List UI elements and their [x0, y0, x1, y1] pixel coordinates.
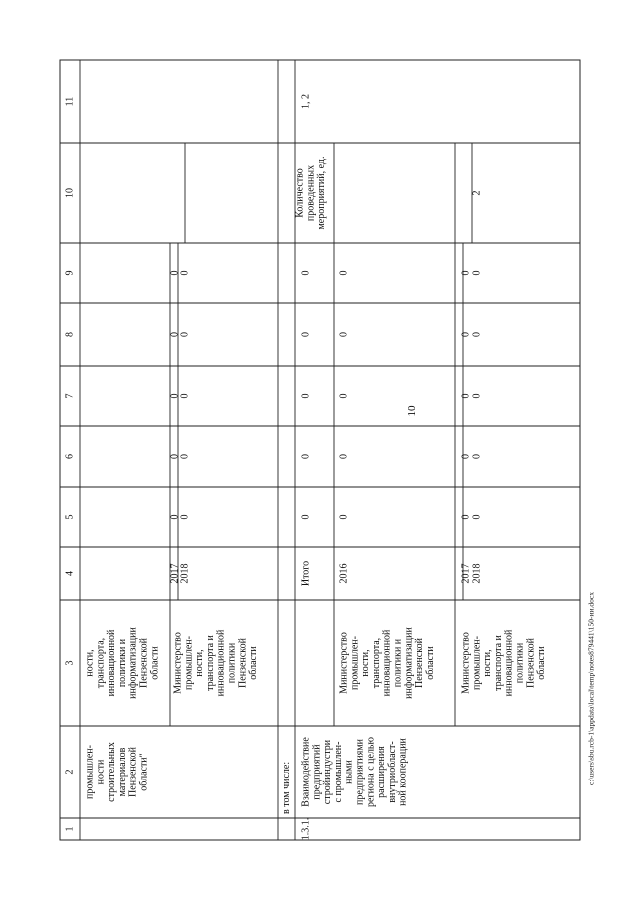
block-b-measure-name: внутриобласт-	[386, 741, 398, 803]
block-b-ministry-2016: промышлен-	[349, 635, 361, 691]
block-b-value-2018: 0	[471, 332, 483, 337]
page-number: 10	[406, 405, 418, 417]
column-number-9: 9	[64, 270, 76, 276]
block-a-ministry-text: ности,	[194, 649, 206, 677]
block-b-measure-name: стройиндустри	[322, 739, 334, 805]
block-a-ministry-text: Пензенской	[237, 638, 249, 688]
column-number-7: 7	[64, 393, 76, 399]
block-a-col2-text: строительных	[106, 742, 118, 802]
block-b-value-2016: 0	[338, 454, 350, 459]
column-number-8: 8	[64, 332, 76, 337]
column-number-6: 6	[64, 454, 76, 459]
block-a-col2-text: материалов	[116, 747, 128, 797]
column-number-11: 11	[64, 96, 76, 107]
block-a-value: 0	[169, 514, 181, 520]
in-total-label: в том числе:	[281, 761, 292, 814]
block-b-value-2016: 0	[338, 514, 350, 520]
block-b-measure-name: предприятий	[311, 744, 323, 800]
block-b-total-value: 0	[300, 270, 312, 276]
block-b-total-value: 0	[300, 514, 312, 520]
block-b-value-2017: 0	[460, 270, 472, 276]
block-b-value-2017: 0	[460, 393, 472, 399]
block-a-ministry-text: транспорта и	[204, 635, 216, 691]
block-b-year-2017: 2017	[460, 563, 472, 584]
block-b-ministry-2017: области	[536, 646, 548, 680]
block-a-value: 0	[179, 454, 191, 459]
block-a-col2-text: области"	[138, 753, 150, 791]
column-number-3: 3	[64, 660, 76, 666]
block-b-ministry-2016: ности,	[360, 649, 372, 677]
block-b-value-2018: 0	[471, 393, 483, 399]
block-a-col3-text: ности,	[84, 649, 96, 677]
column-number-5: 5	[64, 514, 76, 520]
block-b-indicator-value: 2	[471, 190, 483, 196]
block-b-value-2018: 0	[471, 514, 483, 520]
block-b-ministry-2017: Министерство	[460, 632, 472, 694]
block-b-year-2018: 2018	[471, 563, 483, 584]
block-a-value: 0	[179, 393, 191, 399]
block-a-col3-text: Пензенской	[138, 638, 150, 688]
block-a-year-2018: 2018	[179, 563, 191, 584]
block-a-value: 0	[179, 514, 191, 520]
block-a-value: 0	[179, 332, 191, 337]
block-a-year-2017: 2017	[169, 563, 181, 584]
block-b-measure-name: расширения	[376, 746, 388, 798]
block-b-total-value: 0	[300, 393, 312, 399]
block-a-ministry-text: области	[248, 646, 260, 680]
block-b-ministry-2016: политики и	[392, 638, 404, 688]
block-a-col2-text: ности	[95, 759, 107, 785]
block-b-measure-name: Взаимодействие	[300, 737, 312, 807]
block-b-measure-name: ными	[343, 760, 355, 784]
block-b-measure-name: предприятиями	[354, 738, 366, 806]
column-number-2: 2	[64, 769, 76, 775]
block-b-ministry-2016: транспорта,	[370, 637, 382, 689]
block-b-ministry-2017: промышлен-	[471, 635, 483, 691]
block-b-number: 1.3.1.	[300, 817, 312, 841]
block-a-ministry-text: политики	[226, 642, 238, 684]
block-a-ministry-text: Министерство	[172, 632, 184, 694]
column-number-10: 10	[64, 188, 76, 198]
block-a-ministry-text: промышлен-	[183, 635, 195, 691]
block-b-value-2016: 0	[338, 270, 350, 276]
column-number-4: 4	[64, 571, 76, 576]
block-b-ministry-2017: инновационной	[503, 629, 515, 697]
block-b-ministry-2017: ности,	[482, 649, 494, 677]
block-a-value: 0	[179, 270, 191, 276]
block-b-total-value: 0	[300, 454, 312, 459]
block-b-value-2018: 0	[471, 454, 483, 459]
block-b-ministry-2016: области	[424, 646, 436, 680]
block-b-total-label: Итого	[300, 560, 312, 587]
block-b-measure-name: региона с целью	[365, 737, 377, 807]
block-a-col3-text: транспорта,	[95, 637, 107, 689]
block-b-ministry-2017: Пензенской	[525, 638, 537, 688]
block-b-year-2016: 2016	[338, 563, 350, 584]
block-a-col3-text: информатизации	[127, 627, 139, 699]
block-b-indicator: проведенных	[305, 164, 317, 222]
table-text	[65, 94, 548, 840]
block-a-col2-text: промышлен-	[84, 744, 96, 800]
block-b-ministry-2016: информатизации	[403, 627, 415, 699]
block-a-ministry-text: инновационной	[215, 629, 227, 697]
column-number-1: 1	[64, 826, 76, 832]
block-b-value-2018: 0	[471, 270, 483, 276]
block-a-col3-text: политики и	[116, 638, 128, 688]
block-b-total-value: 0	[300, 332, 312, 337]
block-b-value-2016: 0	[338, 332, 350, 337]
block-b-ministry-2016: Министерство	[338, 632, 350, 694]
block-a-value: 0	[169, 393, 181, 399]
block-a-value: 0	[169, 270, 181, 276]
block-b-value-2016: 0	[338, 393, 350, 399]
block-b-ministry-2016: инновационной	[381, 629, 393, 697]
block-a-col2-text: Пензенской	[127, 747, 139, 797]
block-b-value-2017: 0	[460, 332, 472, 337]
block-b-indicator: Количество	[294, 168, 306, 218]
footer-file-path: c:\users\sbu.rcb-1\appdata\local\temp\notes879441\150-ии.docx	[586, 592, 596, 785]
block-b-indicator: мероприятий, ед.	[316, 156, 328, 230]
block-a-value: 0	[169, 332, 181, 337]
block-a-col3-text: области	[149, 646, 161, 680]
block-b-ministry-2016: Пензенской	[414, 638, 426, 688]
block-b-measure-name: с промышлен-	[332, 741, 344, 803]
block-b-measure-name: ной кооперации	[397, 738, 409, 806]
block-b-ministry-2017: политики	[514, 642, 526, 684]
block-b-value-2017: 0	[460, 454, 472, 459]
block-a-value: 0	[169, 454, 181, 459]
block-b-col11: 1, 2	[300, 94, 312, 109]
block-b-ministry-2017: транспорта и	[492, 635, 504, 691]
block-b-value-2017: 0	[460, 514, 472, 520]
block-a-col3-text: инновационной	[106, 629, 118, 697]
